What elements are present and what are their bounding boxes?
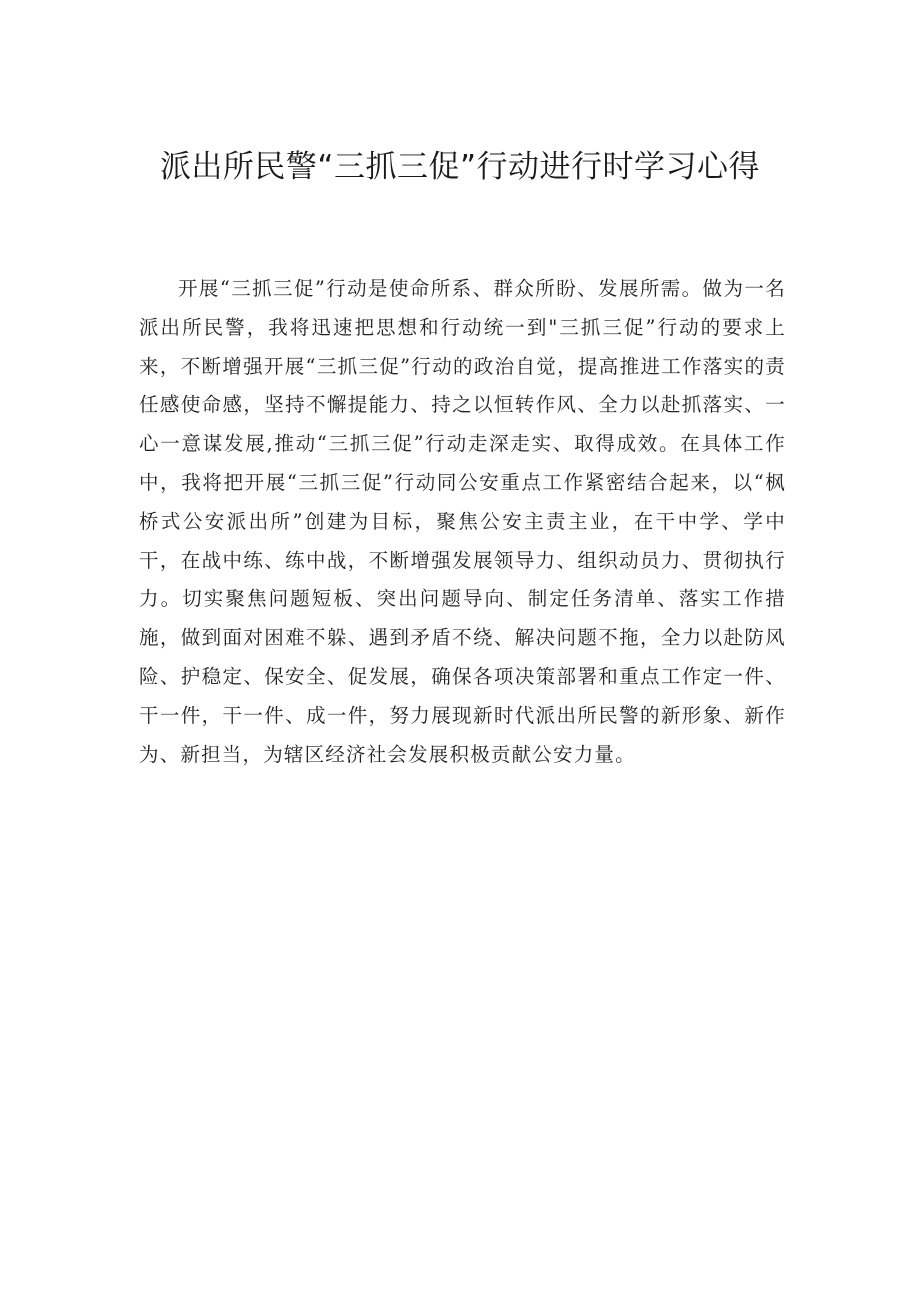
document-body-paragraph: 开展“三抓三促”行动是使命所系、群众所盼、发展所需。做为一名派出所民警，我将迅速把思想和行动统一到"三抓三促”行动的要求上来，不断增强开展“三抓三促”行动的政治自觉，提高推进工作落实的责任感使命感，坚持不懈提能力、持之以恒转作风、全力以赴抓落实、一心一意谋发展,推动“三抓三促”行动走深走实、取得成效。在具体工作中，我将把开展“三抓三促”行动同公安重点工作紧密结合起来，以“枫桥式公安派出所”创建为目标，聚焦公安主责主业，在干中学、学中干，在战中练、练中战，不断增强发展领导力、组织动员力、贯彻执行力。切实聚焦问题短板、突出问题导向、制定任务清单、落实工作措施，做到面对困难不躲、遇到矛盾不绕、解决问题不拖，全力以赴防风险、护稳定、保安全、促发展，确保各项决策部署和重点工作定一件、干一件，干一件、成一件，努力展现新时代派出所民警的新形象、新作为、新担当，为辖区经济社会发展积极贡献公安力量。 [139,277,786,766]
document-title: 派出所民警“三抓三促”行动进行时学习心得 [159,149,761,185]
